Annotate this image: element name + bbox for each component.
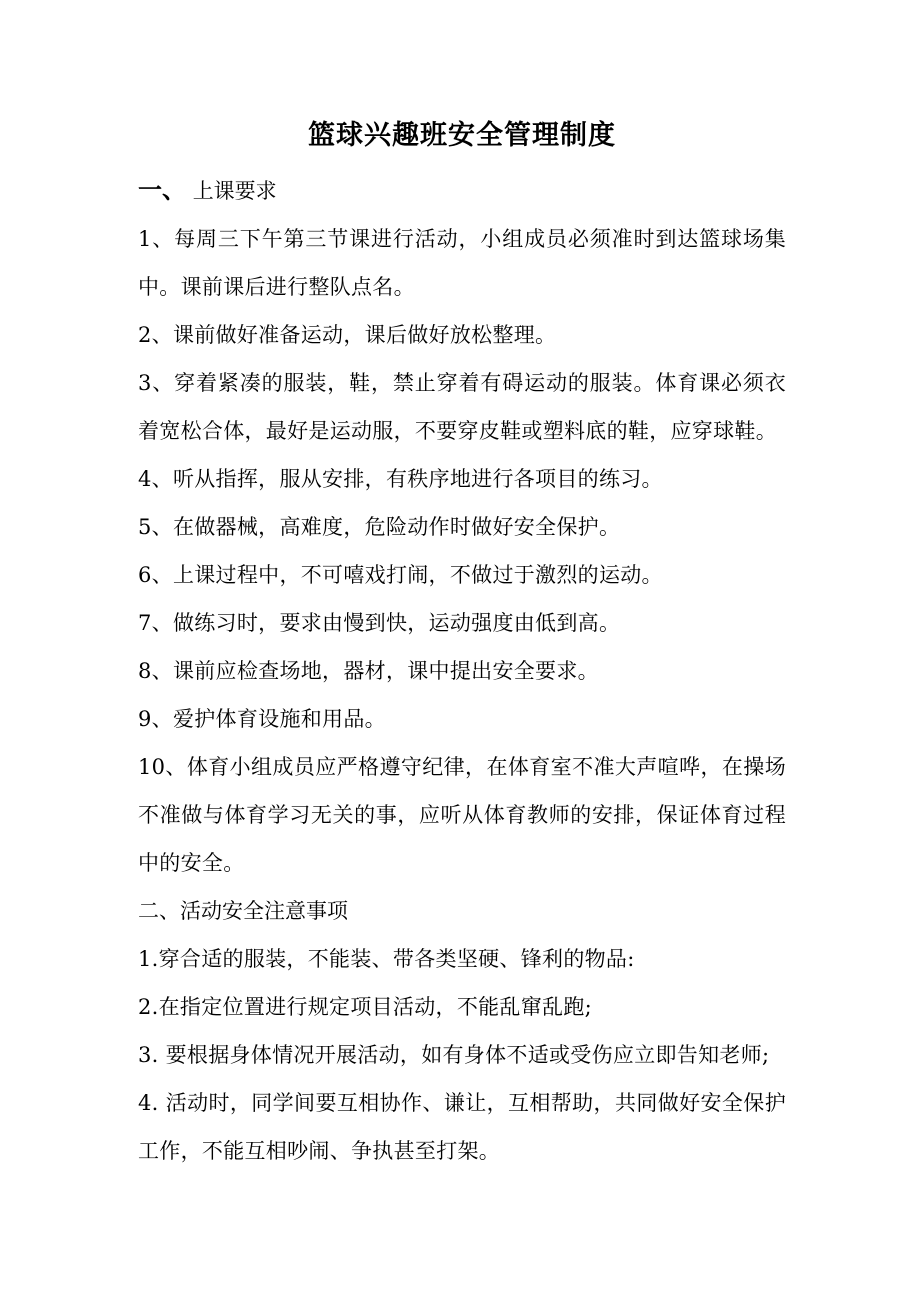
safety-item-4: 4. 活动时，同学间要互相协作、谦让，互相帮助，共同做好安全保护工作，不能互相吵闹、争执甚至打架。 — [138, 1091, 786, 1163]
rule-item-3: 3、穿着紧凑的服装，鞋，禁止穿着有碍运动的服装。体育课必须衣着宽松合体，最好是运动服，不要穿皮鞋或塑料底的鞋，应穿球鞋。 — [138, 371, 786, 443]
section-1-number: 一、 — [138, 175, 186, 204]
rule-item-5: 5、在做器械，高难度，危险动作时做好安全保护。 — [138, 515, 621, 539]
document-title: 篮球兴趣班安全管理制度 — [308, 120, 616, 151]
section-2-heading-text: 二、活动安全注意事项 — [138, 899, 348, 923]
safety-item-1: 1.穿合适的服装，不能装、带各类坚硬、锋利的物品: — [138, 947, 635, 971]
safety-item-3: 3. 要根据身体情况开展活动，如有身体不适或受伤应立即告知老师; — [138, 1043, 770, 1067]
rule-item-2: 2、课前做好准备运动，课后做好放松整理。 — [138, 323, 557, 347]
rule-item-6: 6、上课过程中，不可嘻戏打闹，不做过于激烈的运动。 — [138, 563, 663, 587]
rule-item-9: 9、爱护体育设施和用品。 — [138, 707, 386, 731]
document-body — [138, 114, 786, 1175]
safety-item-2: 2.在指定位置进行规定项目活动，不能乱窜乱跑; — [138, 995, 593, 1019]
section-1-heading-text: 上课要求 — [192, 179, 277, 203]
rule-item-10: 10、体育小组成员应严格遵守纪律，在体育室不准大声喧哗，在操场不准做与体育学习无关的事，应听从体育教师的安排，保证体育过程中的安全。 — [138, 755, 786, 875]
rule-item-7: 7、做练习时，要求由慢到快，运动强度由低到高。 — [138, 611, 621, 635]
rule-item-4: 4、听从指挥，服从安排，有秩序地进行各项目的练习。 — [138, 467, 663, 491]
rule-item-8: 8、课前应检查场地，器材，课中提出安全要求。 — [138, 659, 599, 683]
section-2-heading — [138, 887, 786, 935]
rule-item-1: 1、每周三下午第三节课进行活动，小组成员必须准时到达篮球场集中。课前课后进行整队点名。 — [138, 227, 786, 299]
section-1-heading — [138, 166, 786, 215]
